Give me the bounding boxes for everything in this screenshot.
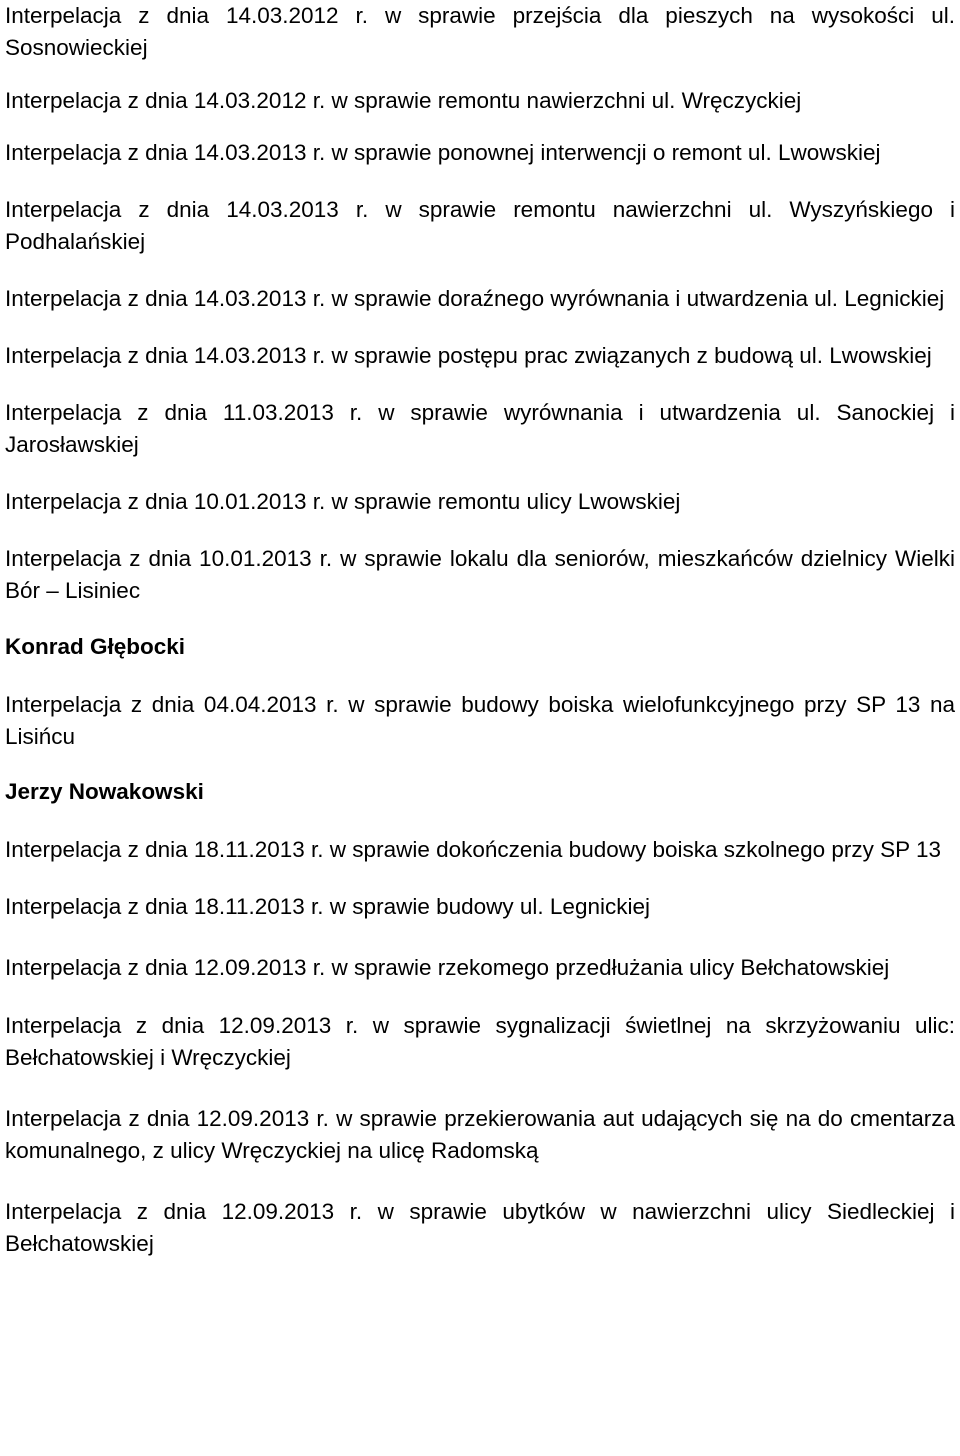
- interpellation-entry: Interpelacja z dnia 10.01.2013 r. w sprawie remontu ulicy Lwowskiej: [5, 489, 681, 514]
- interpellation-entry: Interpelacja z dnia 10.01.2013 r. w sprawie lokalu dla seniorów, mieszkańców dzielnicy Wielki Bór – Lisiniec: [5, 546, 955, 603]
- interpellation-entry: Interpelacja z dnia 12.09.2013 r. w sprawie ubytków w nawierzchni ulicy Siedleckiej i Bełchatowskiej: [5, 1199, 955, 1256]
- interpellation-entry: Interpelacja z dnia 14.03.2012 r. w sprawie przejścia dla pieszych na wysokości ul. Sosnowieckiej: [5, 3, 955, 60]
- councillor-heading: Jerzy Nowakowski: [5, 779, 204, 804]
- councillor-heading: Konrad Głębocki: [5, 634, 186, 659]
- interpellation-entry: Interpelacja z dnia 14.03.2013 r. w sprawie doraźnego wyrównania i utwardzenia ul. Legnickiej: [5, 286, 945, 311]
- interpellation-entry: Interpelacja z dnia 18.11.2013 r. w sprawie dokończenia budowy boiska szkolnego przy SP 13: [5, 837, 941, 862]
- interpellation-entry: Interpelacja z dnia 04.04.2013 r. w sprawie budowy boiska wielofunkcyjnego przy SP 13 na Lisińcu: [5, 692, 955, 749]
- interpellation-entry: Interpelacja z dnia 12.09.2013 r. w sprawie rzekomego przedłużania ulicy Bełchatowskiej: [5, 955, 890, 980]
- interpellation-entry: Interpelacja z dnia 14.03.2013 r. w sprawie postępu prac związanych z budową ul. Lwowskiej: [5, 343, 932, 368]
- document-page: [5, 0, 955, 1260]
- interpellation-entry: Interpelacja z dnia 11.03.2013 r. w sprawie wyrównania i utwardzenia ul. Sanockiej i Jarosławskiej: [5, 400, 955, 457]
- interpellation-entry: Interpelacja z dnia 14.03.2013 r. w sprawie ponownej interwencji o remont ul. Lwowskiej: [5, 140, 881, 165]
- interpellation-entry: Interpelacja z dnia 12.09.2013 r. w sprawie sygnalizacji świetlnej na skrzyżowaniu ulic: Bełchatowskiej i Wręczyckiej: [5, 1013, 955, 1070]
- interpellation-entry: Interpelacja z dnia 12.09.2013 r. w sprawie przekierowania aut udających się na do cmentarza komunalnego, z ulicy Wręczyckiej na ulicę Radomską: [5, 1106, 955, 1163]
- interpellation-entry: Interpelacja z dnia 18.11.2013 r. w sprawie budowy ul. Legnickiej: [5, 894, 650, 919]
- interpellation-entry: Interpelacja z dnia 14.03.2012 r. w sprawie remontu nawierzchni ul. Wręczyckiej: [5, 88, 802, 113]
- interpellation-entry: Interpelacja z dnia 14.03.2013 r. w sprawie remontu nawierzchni ul. Wyszyńskiego i Podhalańskiej: [5, 197, 955, 254]
